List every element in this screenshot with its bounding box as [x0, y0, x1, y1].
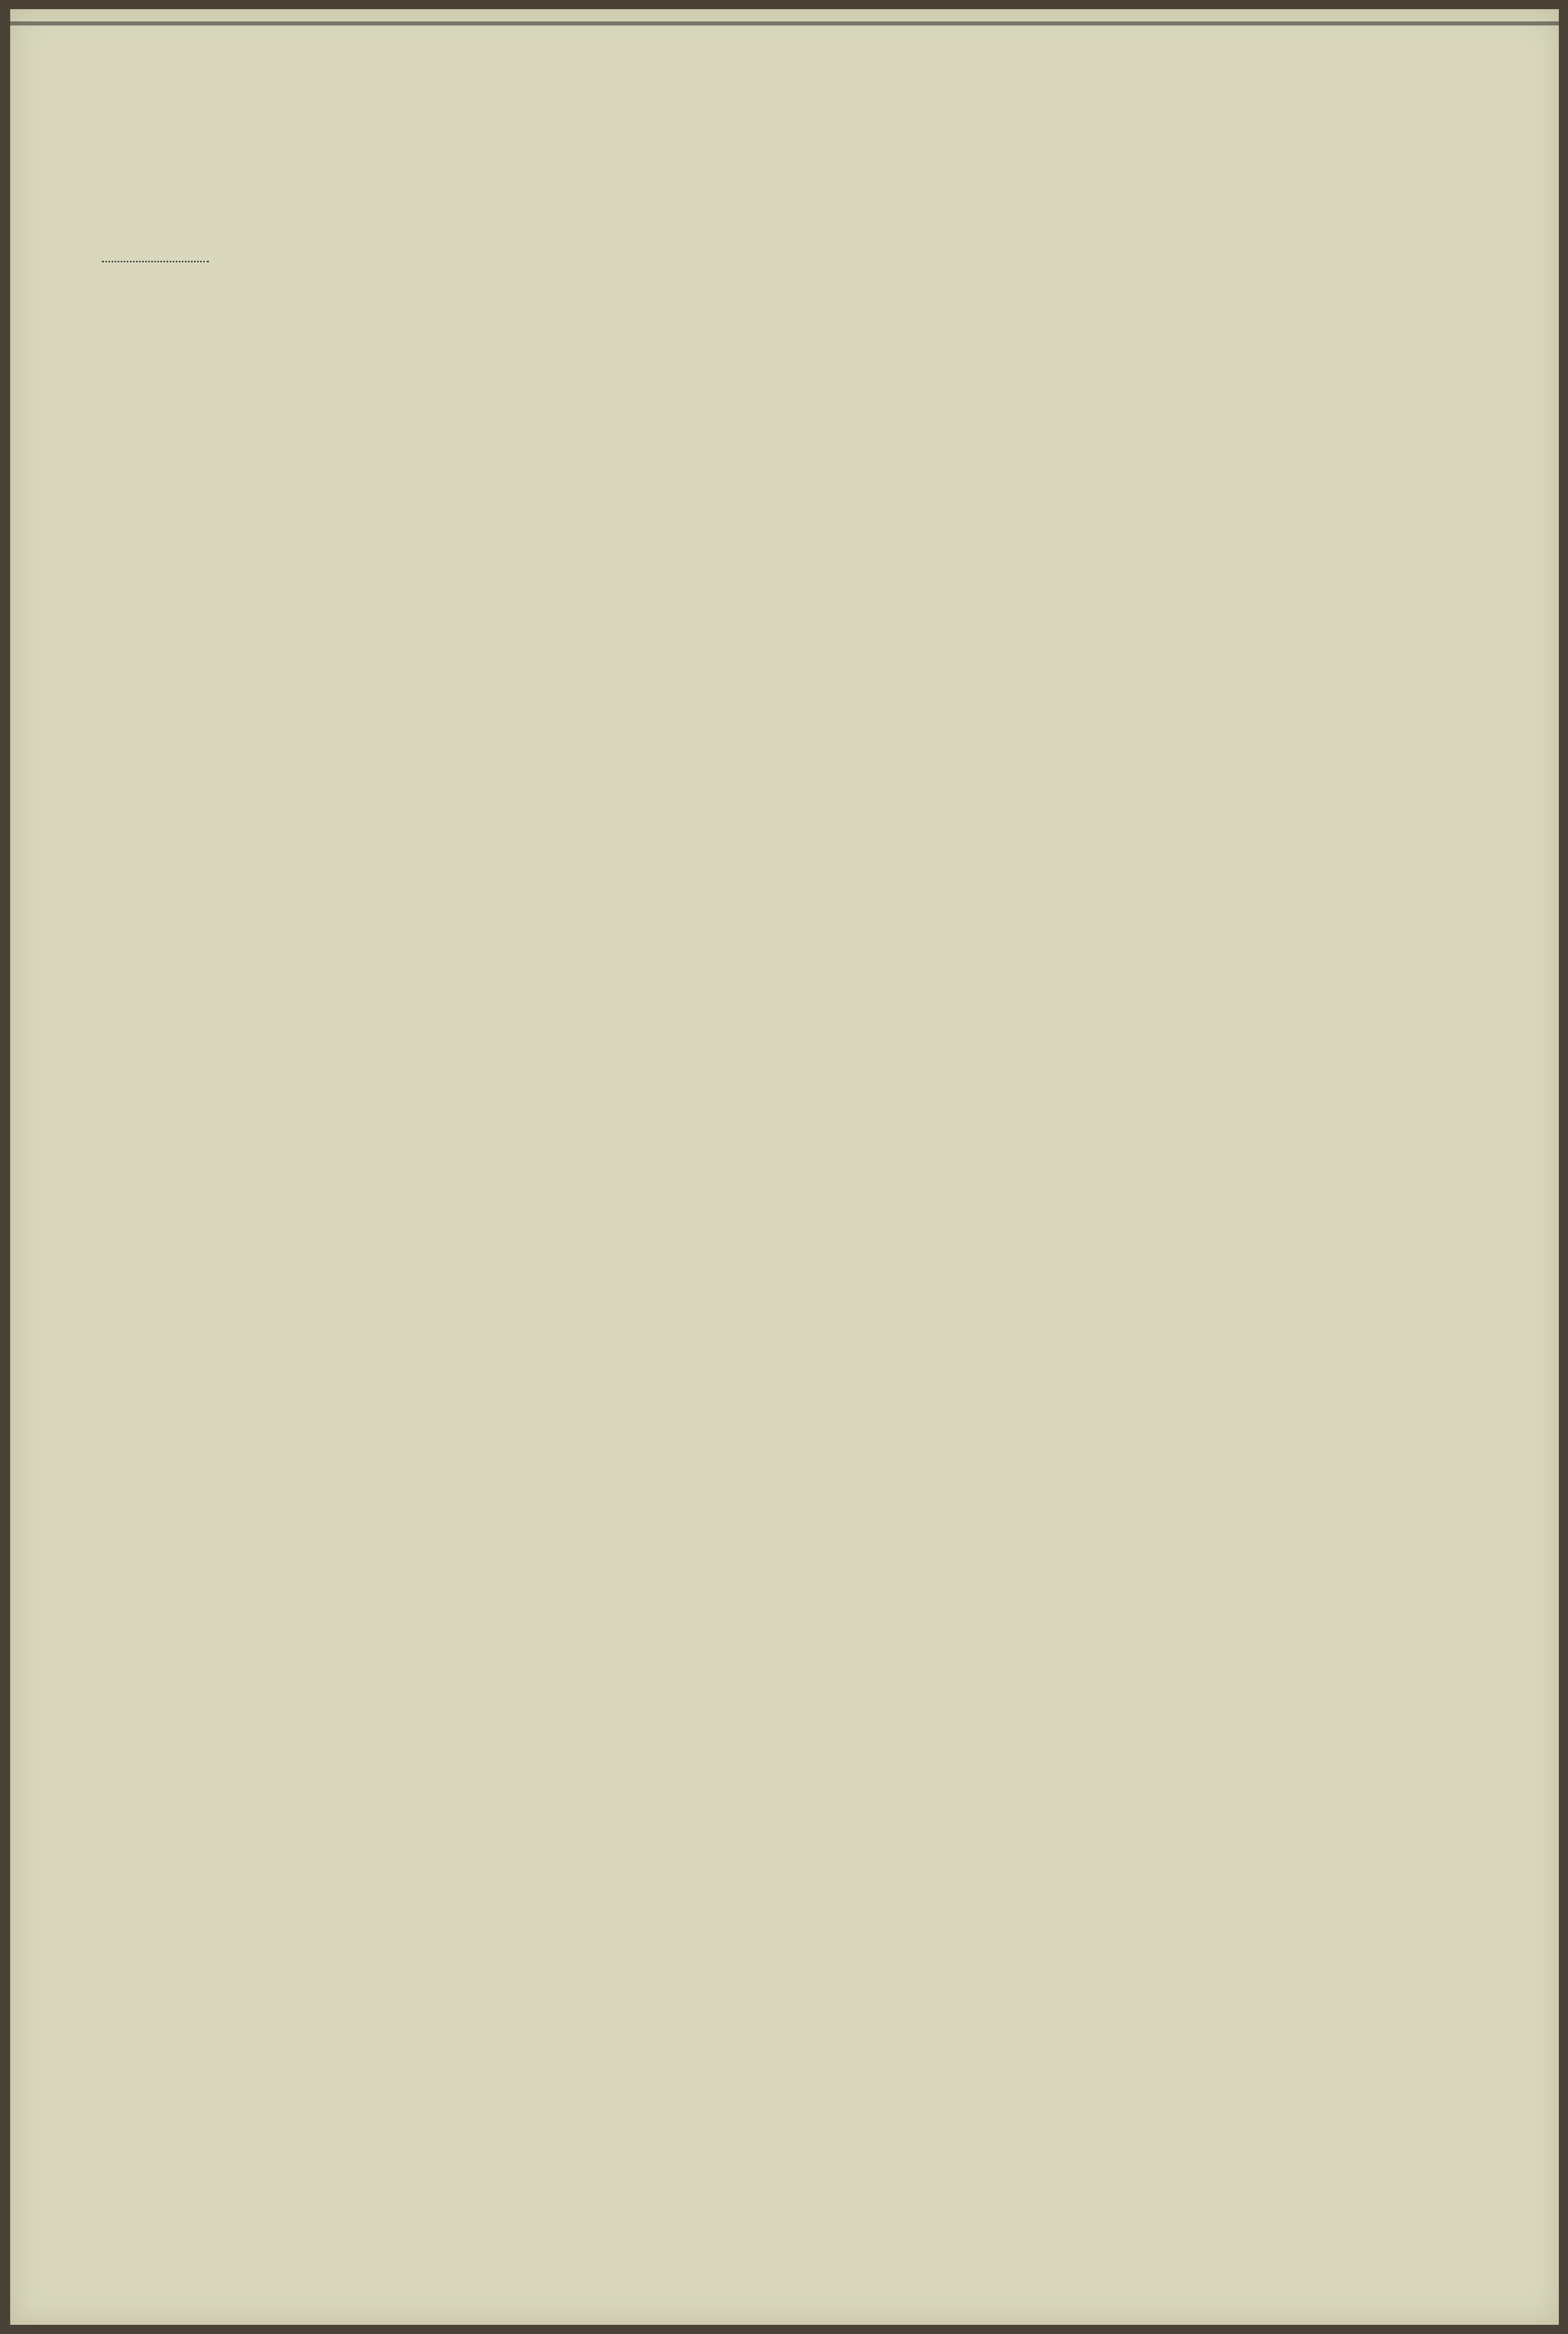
register-page: [10, 9, 1559, 2325]
table-rules: [10, 9, 1559, 2325]
